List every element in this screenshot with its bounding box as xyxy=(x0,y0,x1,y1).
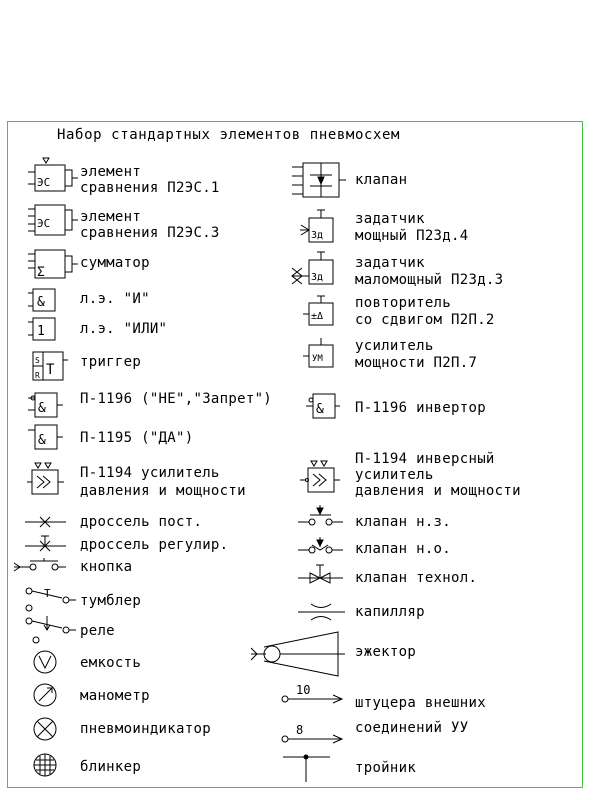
svg-text:1: 1 xyxy=(37,324,45,339)
valve-no-symbol xyxy=(298,537,343,553)
svg-text:&: & xyxy=(38,433,46,448)
p1194-symbol xyxy=(27,463,64,494)
svg-text:Σ: Σ xyxy=(37,265,45,280)
tee-symbol xyxy=(283,755,330,782)
capillary-symbol xyxy=(298,604,345,620)
valve-symbol xyxy=(292,163,346,197)
p1194-inv-symbol xyxy=(300,461,340,492)
label-fittings-2: соединений УУ xyxy=(355,720,469,736)
label-p1194-2: давления и мощности xyxy=(80,483,246,499)
label-summator: сумматор xyxy=(80,255,150,271)
svg-text:&: & xyxy=(316,402,324,417)
label-blinker: блинкер xyxy=(80,759,142,775)
label-repeater-1: повторитель xyxy=(355,295,452,311)
throttle-const-symbol xyxy=(25,517,66,527)
valve-nc-symbol xyxy=(298,505,343,525)
ejector-symbol xyxy=(251,632,345,676)
svg-text:ЭС: ЭС xyxy=(37,217,51,230)
label-setter-low-1: задатчик xyxy=(355,255,425,271)
toggle-symbol xyxy=(26,587,76,611)
label-p1196: П-1196 ("НЕ","Запрет") xyxy=(80,391,273,407)
label-button: кнопка xyxy=(80,559,133,575)
fittings-symbol xyxy=(282,683,342,743)
label-ejector: эжектор xyxy=(355,644,417,660)
label-amplifier-2: мощности П2П.7 xyxy=(355,355,478,371)
label-valve-no: клапан н.о. xyxy=(355,541,452,557)
label-tee: тройник xyxy=(355,760,417,776)
label-p1194-inv-1: П-1194 инверсный xyxy=(355,451,495,467)
and-symbol xyxy=(28,289,55,311)
svg-text:±Δ: ±Δ xyxy=(311,311,324,322)
label-toggle: тумблер xyxy=(80,593,142,609)
label-throttle-const: дроссель пост. xyxy=(80,514,203,530)
label-setter-power-1: задатчик xyxy=(355,211,425,227)
page-title: Набор стандартных элементов пневмосхем xyxy=(57,127,401,143)
p1196-inv-symbol xyxy=(306,394,340,418)
label-amplifier-1: усилитель xyxy=(355,338,434,354)
svg-text:S: S xyxy=(35,356,40,365)
manometer-symbol xyxy=(34,684,56,706)
svg-text:R: R xyxy=(35,371,40,380)
pzes3-symbol xyxy=(28,205,78,235)
label-repeater-2: со сдвигом П2П.2 xyxy=(355,312,495,328)
p1196-symbol xyxy=(28,393,63,417)
p1195-symbol xyxy=(28,425,63,449)
amplifier-symbol xyxy=(303,338,333,367)
label-p1196-inv: П-1196 инвертор xyxy=(355,400,486,416)
label-capacity: емкость xyxy=(80,655,142,671)
svg-text:T: T xyxy=(46,362,55,378)
setter-low-symbol xyxy=(292,252,333,284)
label-pzes3-2: сравнения П2ЭС.3 xyxy=(80,225,220,241)
label-p1194-inv-2: усилитель xyxy=(355,467,434,483)
label-valve-tech: клапан технол. xyxy=(355,570,478,586)
label-relay: реле xyxy=(80,623,115,639)
label-capillary: капилляр xyxy=(355,604,425,620)
button-symbol xyxy=(14,558,66,571)
label-setter-low-2: маломощный П2Зд.3 xyxy=(355,272,504,288)
svg-text:УМ: УМ xyxy=(312,354,323,364)
label-and: л.э. "И" xyxy=(80,291,150,307)
pneumoindicator-symbol xyxy=(34,718,56,740)
throttle-reg-symbol xyxy=(25,536,66,551)
svg-text:8: 8 xyxy=(296,723,304,737)
label-pzes3-1: элемент xyxy=(80,209,142,225)
label-p1194-1: П-1194 усилитель xyxy=(80,465,220,481)
label-pzes1-2: сравнения П2ЭС.1 xyxy=(80,180,220,196)
label-p1195: П-1195 ("ДА") xyxy=(80,430,194,446)
label-pzes1-1: элемент xyxy=(80,164,142,180)
svg-text:Зд: Зд xyxy=(311,272,324,283)
label-pneumoindicator: пневмоиндикатор xyxy=(80,721,211,737)
blinker-symbol xyxy=(34,754,56,776)
label-throttle-reg: дроссель регулир. xyxy=(80,537,229,553)
repeater-symbol xyxy=(303,296,333,325)
label-p1194-inv-3: давления и мощности xyxy=(355,483,521,499)
capacity-symbol xyxy=(34,651,56,673)
label-valve: клапан xyxy=(355,172,408,188)
label-fittings-1: штуцера внешних xyxy=(355,695,486,711)
svg-text:10: 10 xyxy=(296,683,311,697)
pzes1-symbol xyxy=(28,158,78,191)
trigger-symbol xyxy=(33,352,68,380)
label-valve-nc: клапан н.з. xyxy=(355,514,452,530)
summator-symbol xyxy=(28,250,78,280)
label-setter-power-2: мощный П2Зд.4 xyxy=(355,228,469,244)
svg-text:T: T xyxy=(44,587,51,600)
or-symbol xyxy=(28,318,55,340)
setter-power-symbol xyxy=(300,210,333,242)
svg-text:Зд: Зд xyxy=(311,230,324,241)
label-manometer: манометр xyxy=(80,688,150,704)
svg-text:&: & xyxy=(38,401,46,416)
label-trigger: триггер xyxy=(80,354,142,370)
relay-symbol xyxy=(26,616,76,643)
svg-text:ЭС: ЭС xyxy=(37,176,51,189)
label-or: л.э. "ИЛИ" xyxy=(80,321,168,337)
valve-tech-symbol xyxy=(298,565,343,583)
svg-text:&: & xyxy=(37,295,45,310)
